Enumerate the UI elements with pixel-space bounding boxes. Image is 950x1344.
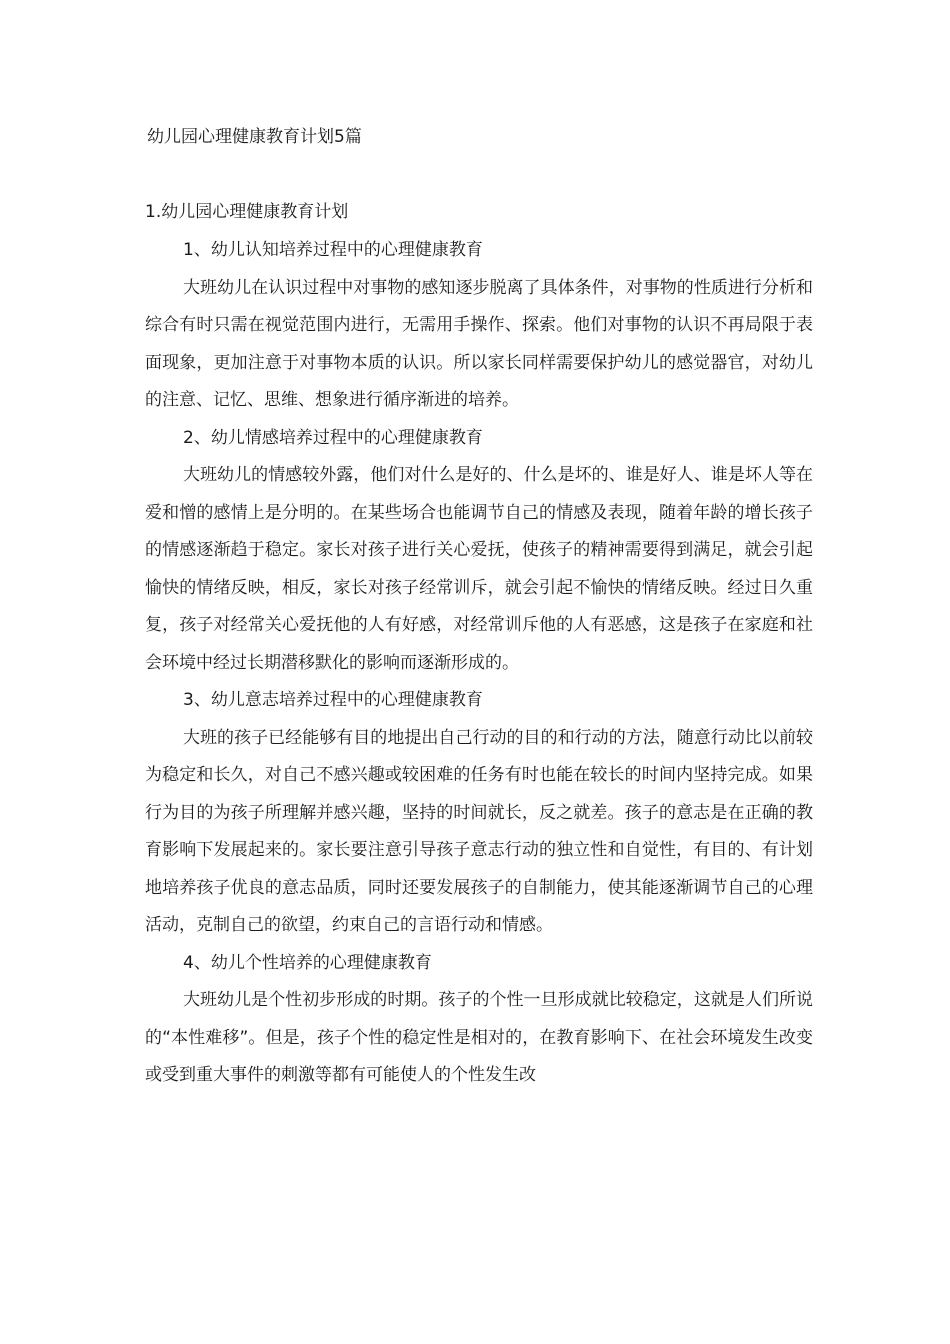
subsection-heading-emotion: 2、幼儿情感培养过程中的心理健康教育 <box>183 427 483 448</box>
subsection-heading-cognition: 1、幼儿认知培养过程中的心理健康教育 <box>183 240 483 260</box>
paragraph-will: 大班的孩子已经能够有目的地提出自己行动的目的和行动的方法，随意行动比以前较为稳定和长久，对自己不感兴趣或较困难的任务有时也能在较长的时间内坚持完成。如果行为目的为孩子所理解并感兴趣，坚持的时间就长，反之就差。孩子的意志是在正确的教育影响下发展起来的。家长要注意引导孩子意志行动的独立性和自觉性，有目的、有计划地培养孩子优良的意志品质，同时还要发展孩子的自制能力，使其能逐渐调节自己的心理活动，克制自己的欲望，约束自己的言语行动和情感。 <box>145 727 813 935</box>
document-body <box>145 232 813 1095</box>
document-title: 幼儿园心理健康教育计划5篇 <box>147 127 362 147</box>
subsection-heading-personality: 4、幼儿个性培养的心理健康教育 <box>183 952 432 973</box>
paragraph-emotion: 大班幼儿的情感较外露，他们对什么是好的、什么是坏的、谁是好人、谁是坏人等在爱和憎的感情上是分明的。在某些场合也能调节自己的情感及表现，随着年龄的增长孩子的情感逐渐趋于稳定。家长对孩子进行关心爱抚，使孩子的精神需要得到满足，就会引起愉快的情绪反映，相反，家长对孩子经常训斥，就会引起不愉快的情绪反映。经过日久重复，孩子对经常关心爱抚他的人有好感，对经常训斥他的人有恶感，这是孩子在家庭和社会环境中经过长期潜移默化的影响而逐渐形成的。 <box>145 465 813 673</box>
paragraph-personality: 大班幼儿是个性初步形成的时期。孩子的个性一旦形成就比较稳定，这就是人们所说的“本性难移”。但是，孩子个性的稳定性是相对的，在教育影响下、在社会环境发生改变或受到重大事件的刺激等都有可能使人的个性发生改 <box>145 990 813 1085</box>
paragraph-cognition: 大班幼儿在认识过程中对事物的感知逐步脱离了具体条件，对事物的性质进行分析和综合有时只需在视觉范围内进行，无需用手操作、探索。他们对事物的认识不再局限于表面现象，更加注意于对事物本质的认识。所以家长同样需要保护幼儿的感觉器官，对幼儿的注意、记忆、思维、想象进行循序渐进的培养。 <box>145 277 813 410</box>
subsection-heading-will: 3、幼儿意志培养过程中的心理健康教育 <box>183 690 483 710</box>
section-title: 1.幼儿园心理健康教育计划 <box>145 202 349 222</box>
